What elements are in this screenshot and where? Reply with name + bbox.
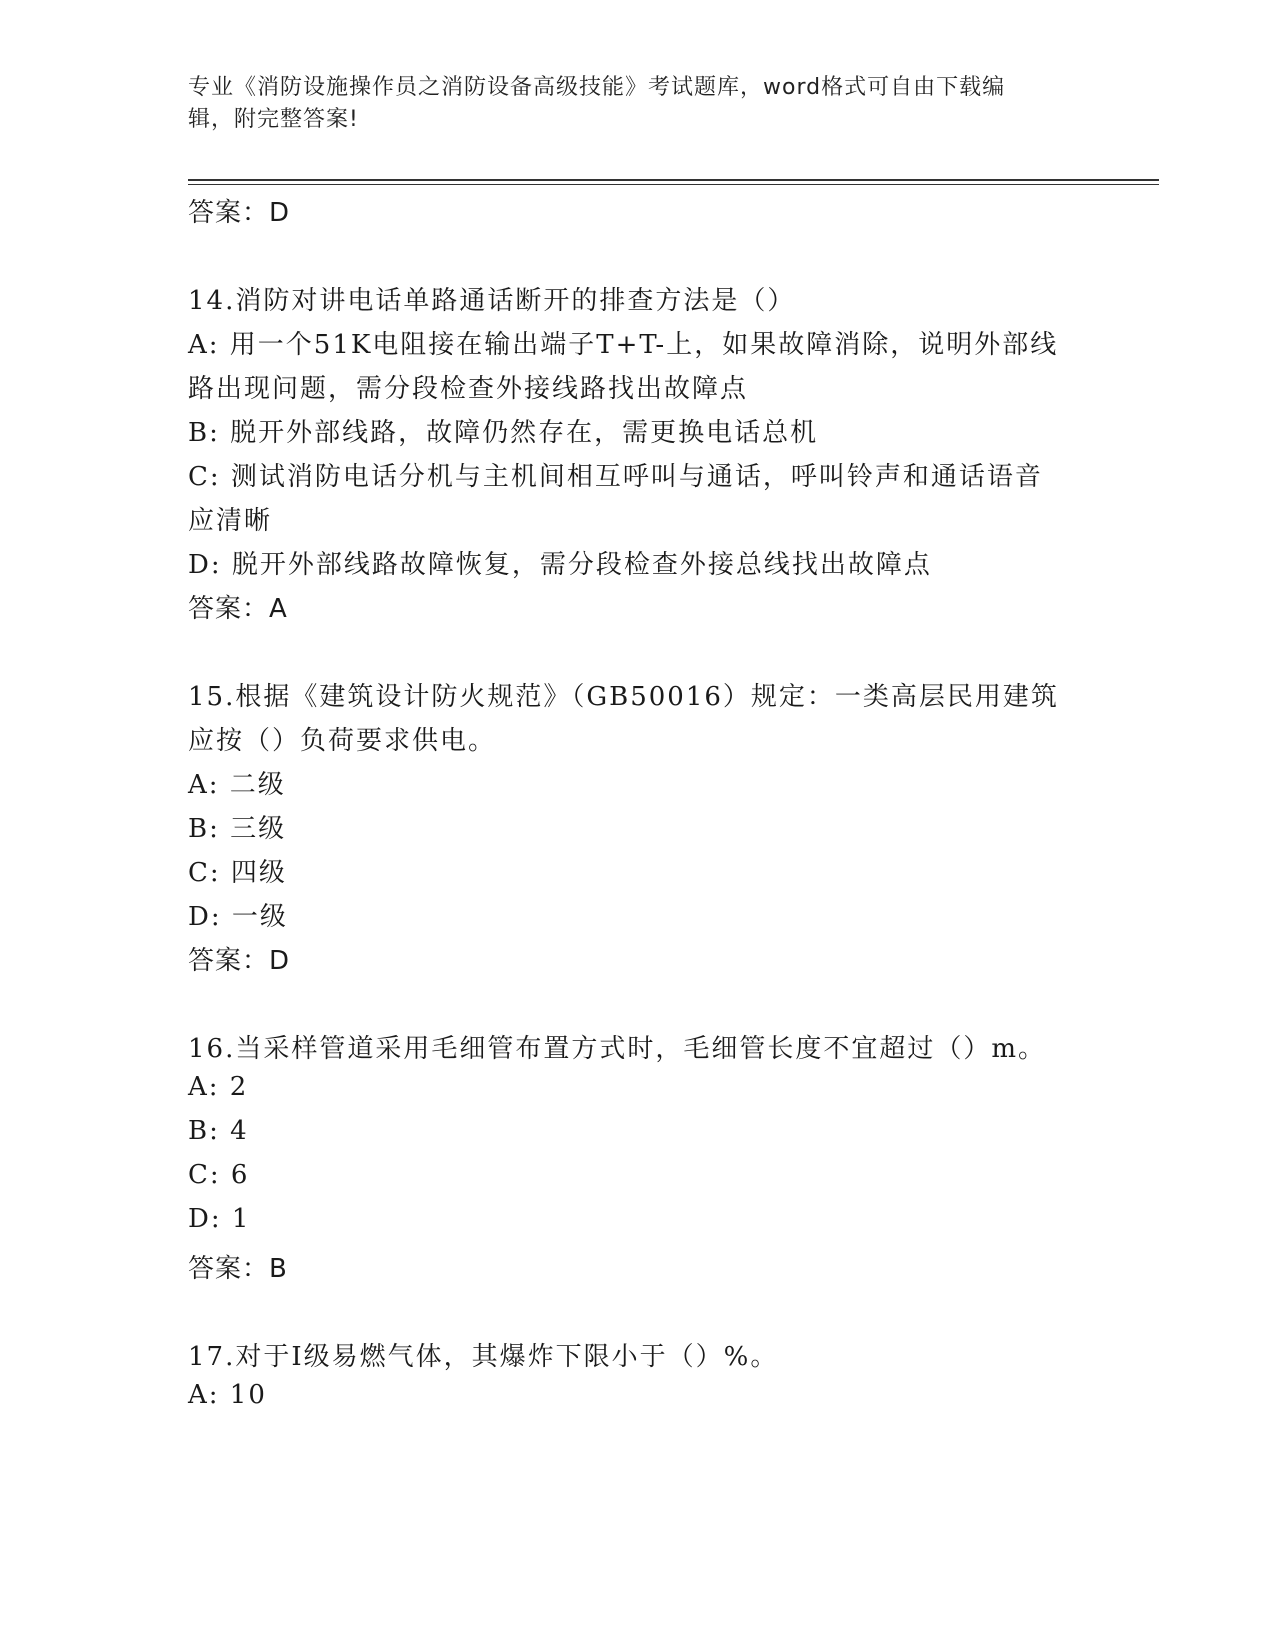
q16-option-c: C: 6	[188, 1160, 250, 1190]
q16-option-a: A: 2	[188, 1072, 249, 1102]
q17-option-a: A: 10	[188, 1380, 267, 1410]
q14-option-a-line2: 路出现问题，需分段检查外接线路找出故障点	[188, 374, 749, 404]
header-line-2: 辑，附完整答案!	[188, 107, 359, 132]
document-header	[188, 72, 1068, 136]
q15-option-a: A: 二级	[188, 770, 286, 800]
q14-option-d: D: 脱开外部线路故障恢复，需分段检查外接总线找出故障点	[188, 550, 932, 580]
question-17: 17.对于Ⅰ级易燃气体，其爆炸下限小于（）%。	[188, 1342, 779, 1372]
header-line-1: 专业《消防设施操作员之消防设备高级技能》考试题库，word格式可自由下载编	[188, 75, 1006, 100]
q15-option-b: B: 三级	[188, 814, 287, 844]
q16-option-d: D: 1	[188, 1204, 251, 1234]
q15-option-c: C: 四级	[188, 858, 287, 888]
q14-option-c-line1: C: 测试消防电话分机与主机间相互呼叫与通话，呼叫铃声和通话语音	[188, 462, 1043, 492]
header-rule-thick	[188, 179, 1159, 181]
answer-14: 答案：A	[188, 594, 288, 624]
question-15-line1: 15.根据《建筑设计防火规范》（GB50016）规定：一类高层民用建筑	[188, 682, 1059, 712]
q16-option-b: B: 4	[188, 1116, 249, 1146]
question-16: 16.当采样管道采用毛细管布置方式时，毛细管长度不宜超过（）m。	[188, 1034, 1047, 1064]
q14-option-c-line2: 应清晰	[188, 506, 273, 536]
q14-option-a-line1: A: 用一个51K电阻接在输出端子T+T-上，如果故障消除，说明外部线	[188, 330, 1059, 360]
q14-option-b: B: 脱开外部线路，故障仍然存在，需更换电话总机	[188, 418, 819, 448]
q15-option-d: D: 一级	[188, 902, 288, 932]
header-rule-thin	[188, 184, 1159, 185]
answer-15: 答案：D	[188, 946, 291, 976]
question-15-line2: 应按（）负荷要求供电。	[188, 726, 497, 756]
question-14: 14.消防对讲电话单路通话断开的排查方法是（）	[188, 286, 796, 316]
answer-13: 答案：D	[188, 198, 291, 228]
answer-16: 答案：B	[188, 1254, 288, 1284]
